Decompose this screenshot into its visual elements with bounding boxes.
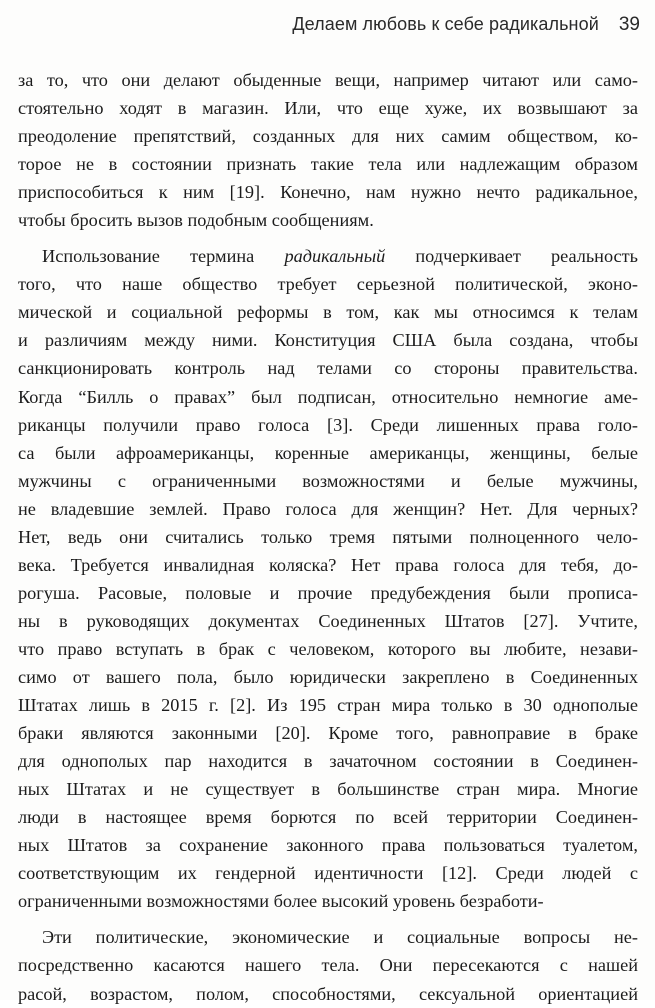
paragraph-gap: [18, 915, 638, 923]
paragraph: [18, 923, 638, 1007]
text-line: Штатах лишь в 2015 г. [2]. Из 195 стран мира только в 30 однополые: [18, 695, 638, 716]
text-line: за то, что они делают обыденные вещи, например читают или само-: [18, 70, 638, 90]
text-line: стоятельно ходят в магазин. Или, что еще хуже, их возвышают за: [18, 98, 638, 119]
text-line: ограниченными возможностями более высокий уровень безработи-: [18, 891, 544, 912]
text-line: браки являются законными [20]. Кроме того, равноправие в браке: [18, 723, 638, 744]
text-line: [18, 242, 638, 270]
page-number: 39: [618, 14, 640, 35]
text-line: ных Штатов за сохранение законного права пользоваться туалетом,: [18, 835, 638, 856]
text-run: Использование термина: [42, 246, 285, 267]
text-line: рогуша. Расовые, половые и прочие предубеждения были прописа-: [18, 582, 638, 603]
text-line: того, что наше общество требует серьезной политической, эконо-: [18, 274, 638, 295]
text-line: для однополых пар находится в зачаточном состоянии в Соединен-: [18, 751, 638, 772]
text-line: риканцы получили право голоса [3]. Среди лишенных права голо-: [18, 414, 638, 435]
text-line: торое не в состоянии признать такие тела или надлежащим образом: [18, 154, 638, 175]
paragraph-gap: [18, 234, 638, 242]
text-line: расой, возрастом, полом, способностями, сексуальной ориентацией: [18, 983, 638, 1004]
text-line: что право вступать в брак с человеком, которого вы любите, незави-: [18, 638, 638, 659]
text-line: Когда “Билль о правах” был подписан, относительно немногие аме-: [18, 386, 638, 407]
text-line: люди в настоящее время борются по всей территории Соединен-: [18, 807, 638, 828]
text-line: века. Требуется инвалидная коляска? Нет права голоса для тебя, до-: [18, 554, 638, 575]
text-line: преодоление препятствий, созданных для них самим обществом, ко-: [18, 126, 638, 147]
text-line: приспособиться к ним [19]. Конечно, нам нужно нечто радикальное,: [18, 182, 638, 203]
emphasized-term: радикальный: [284, 246, 386, 267]
paragraph: [18, 242, 638, 915]
text-line: соответствующим их гендерной идентичности [12]. Среди людей с: [18, 863, 638, 884]
text-line: са были афроамериканцы, коренные американцы, женщины, белые: [18, 442, 638, 463]
text-line: санкционировать контроль над телами со стороны правительства.: [18, 358, 638, 379]
body-text: [18, 66, 638, 1008]
text-line: посредственно касаются нашего тела. Они пересекаются с нашей: [18, 955, 638, 976]
text-line: и различиям между ними. Конституция США была создана, чтобы: [18, 330, 638, 351]
text-line: мической и социальной реформы в том, как мы относимся к телам: [18, 302, 638, 323]
text-line: мужчины с ограниченными возможностями и белые мужчины,: [18, 470, 638, 491]
running-title: Делаем любовь к себе радикальной: [292, 14, 599, 34]
text-line: Нет, ведь они считались только тремя пятыми полноценного чело-: [18, 526, 638, 547]
text-line: ны в руководящих документах Соединенных Штатов [27]. Учтите,: [18, 610, 638, 631]
text-line: чтобы бросить вызов подобным сообщениям.: [18, 210, 374, 231]
paragraph: [18, 66, 638, 234]
text-line: ных Штатах и не существует в большинстве стран мира. Многие: [18, 779, 638, 800]
running-header: [0, 14, 640, 42]
text-line: Эти политические, экономические и социальные вопросы не-: [42, 927, 638, 948]
text-line: симо от вашего пола, было юридически закреплено в Соединенных: [18, 666, 638, 687]
text-line: не владевшие землей. Право голоса для женщин? Нет. Для черных?: [18, 498, 638, 519]
text-run: подчеркивает реальность: [385, 246, 638, 267]
